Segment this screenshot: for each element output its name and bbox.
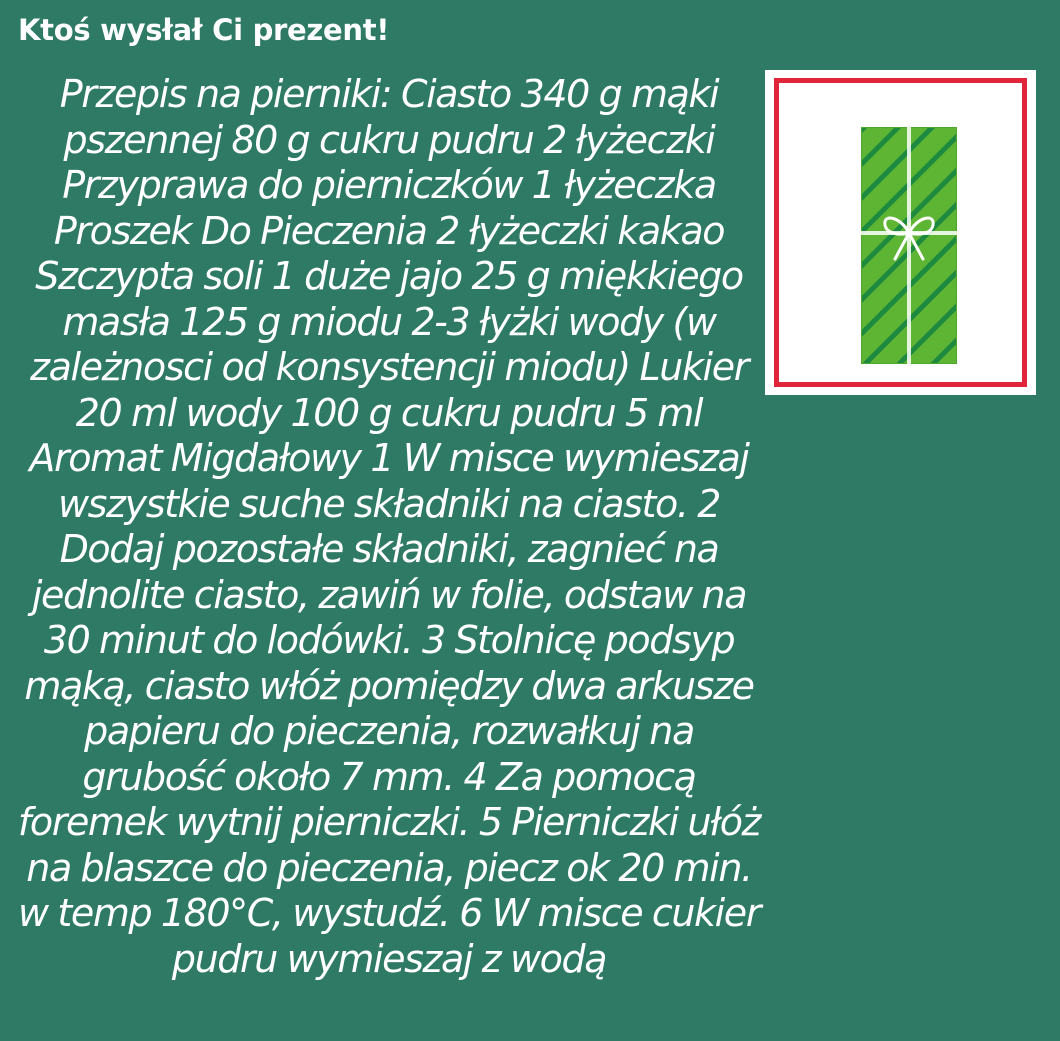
gift-card[interactable] xyxy=(765,70,1036,395)
gift-icon xyxy=(861,127,957,364)
gift-message: Przepis na pierniki: Ciasto 340 g mąki pszennej 80 g cukru pudru 2 łyżeczki Przyprawa do pierniczków 1 łyżeczka Proszek Do Pieczenia 2 łyżeczki kakao Szczypta soli 1 duże jajo 25 g miękkiego masła 125 g miodu 2-3 łyżki wody (w zależnosci od konsystencji miodu) Lukier 20 ml wody 100 g cukru pudru 5 ml Aromat Migdałowy 1 W misce wymieszaj wszystkie suche składniki na ciasto. 2 Dodaj pozostałe składniki, zagnieć na jednolite ciasto, zawiń w folie, odstaw na 30 minut do lodówki. 3 Stolnicę podsyp mąką, ciasto włóż pomiędzy dwa arkusze papieru do pieczenia, rozwałkuj na grubość około 7 mm. 4 Za pomocą foremek wytnij pierniczki. 5 Pierniczki ułóż na blaszce do pieczenia, piecz ok 20 min. w temp 180°C, wystudź. 6 W misce cukier pudru wymieszaj z wodą xyxy=(17,72,761,981)
gift-card-frame xyxy=(774,78,1027,387)
notification-title: Ktoś wysłał Ci prezent! xyxy=(18,13,390,47)
